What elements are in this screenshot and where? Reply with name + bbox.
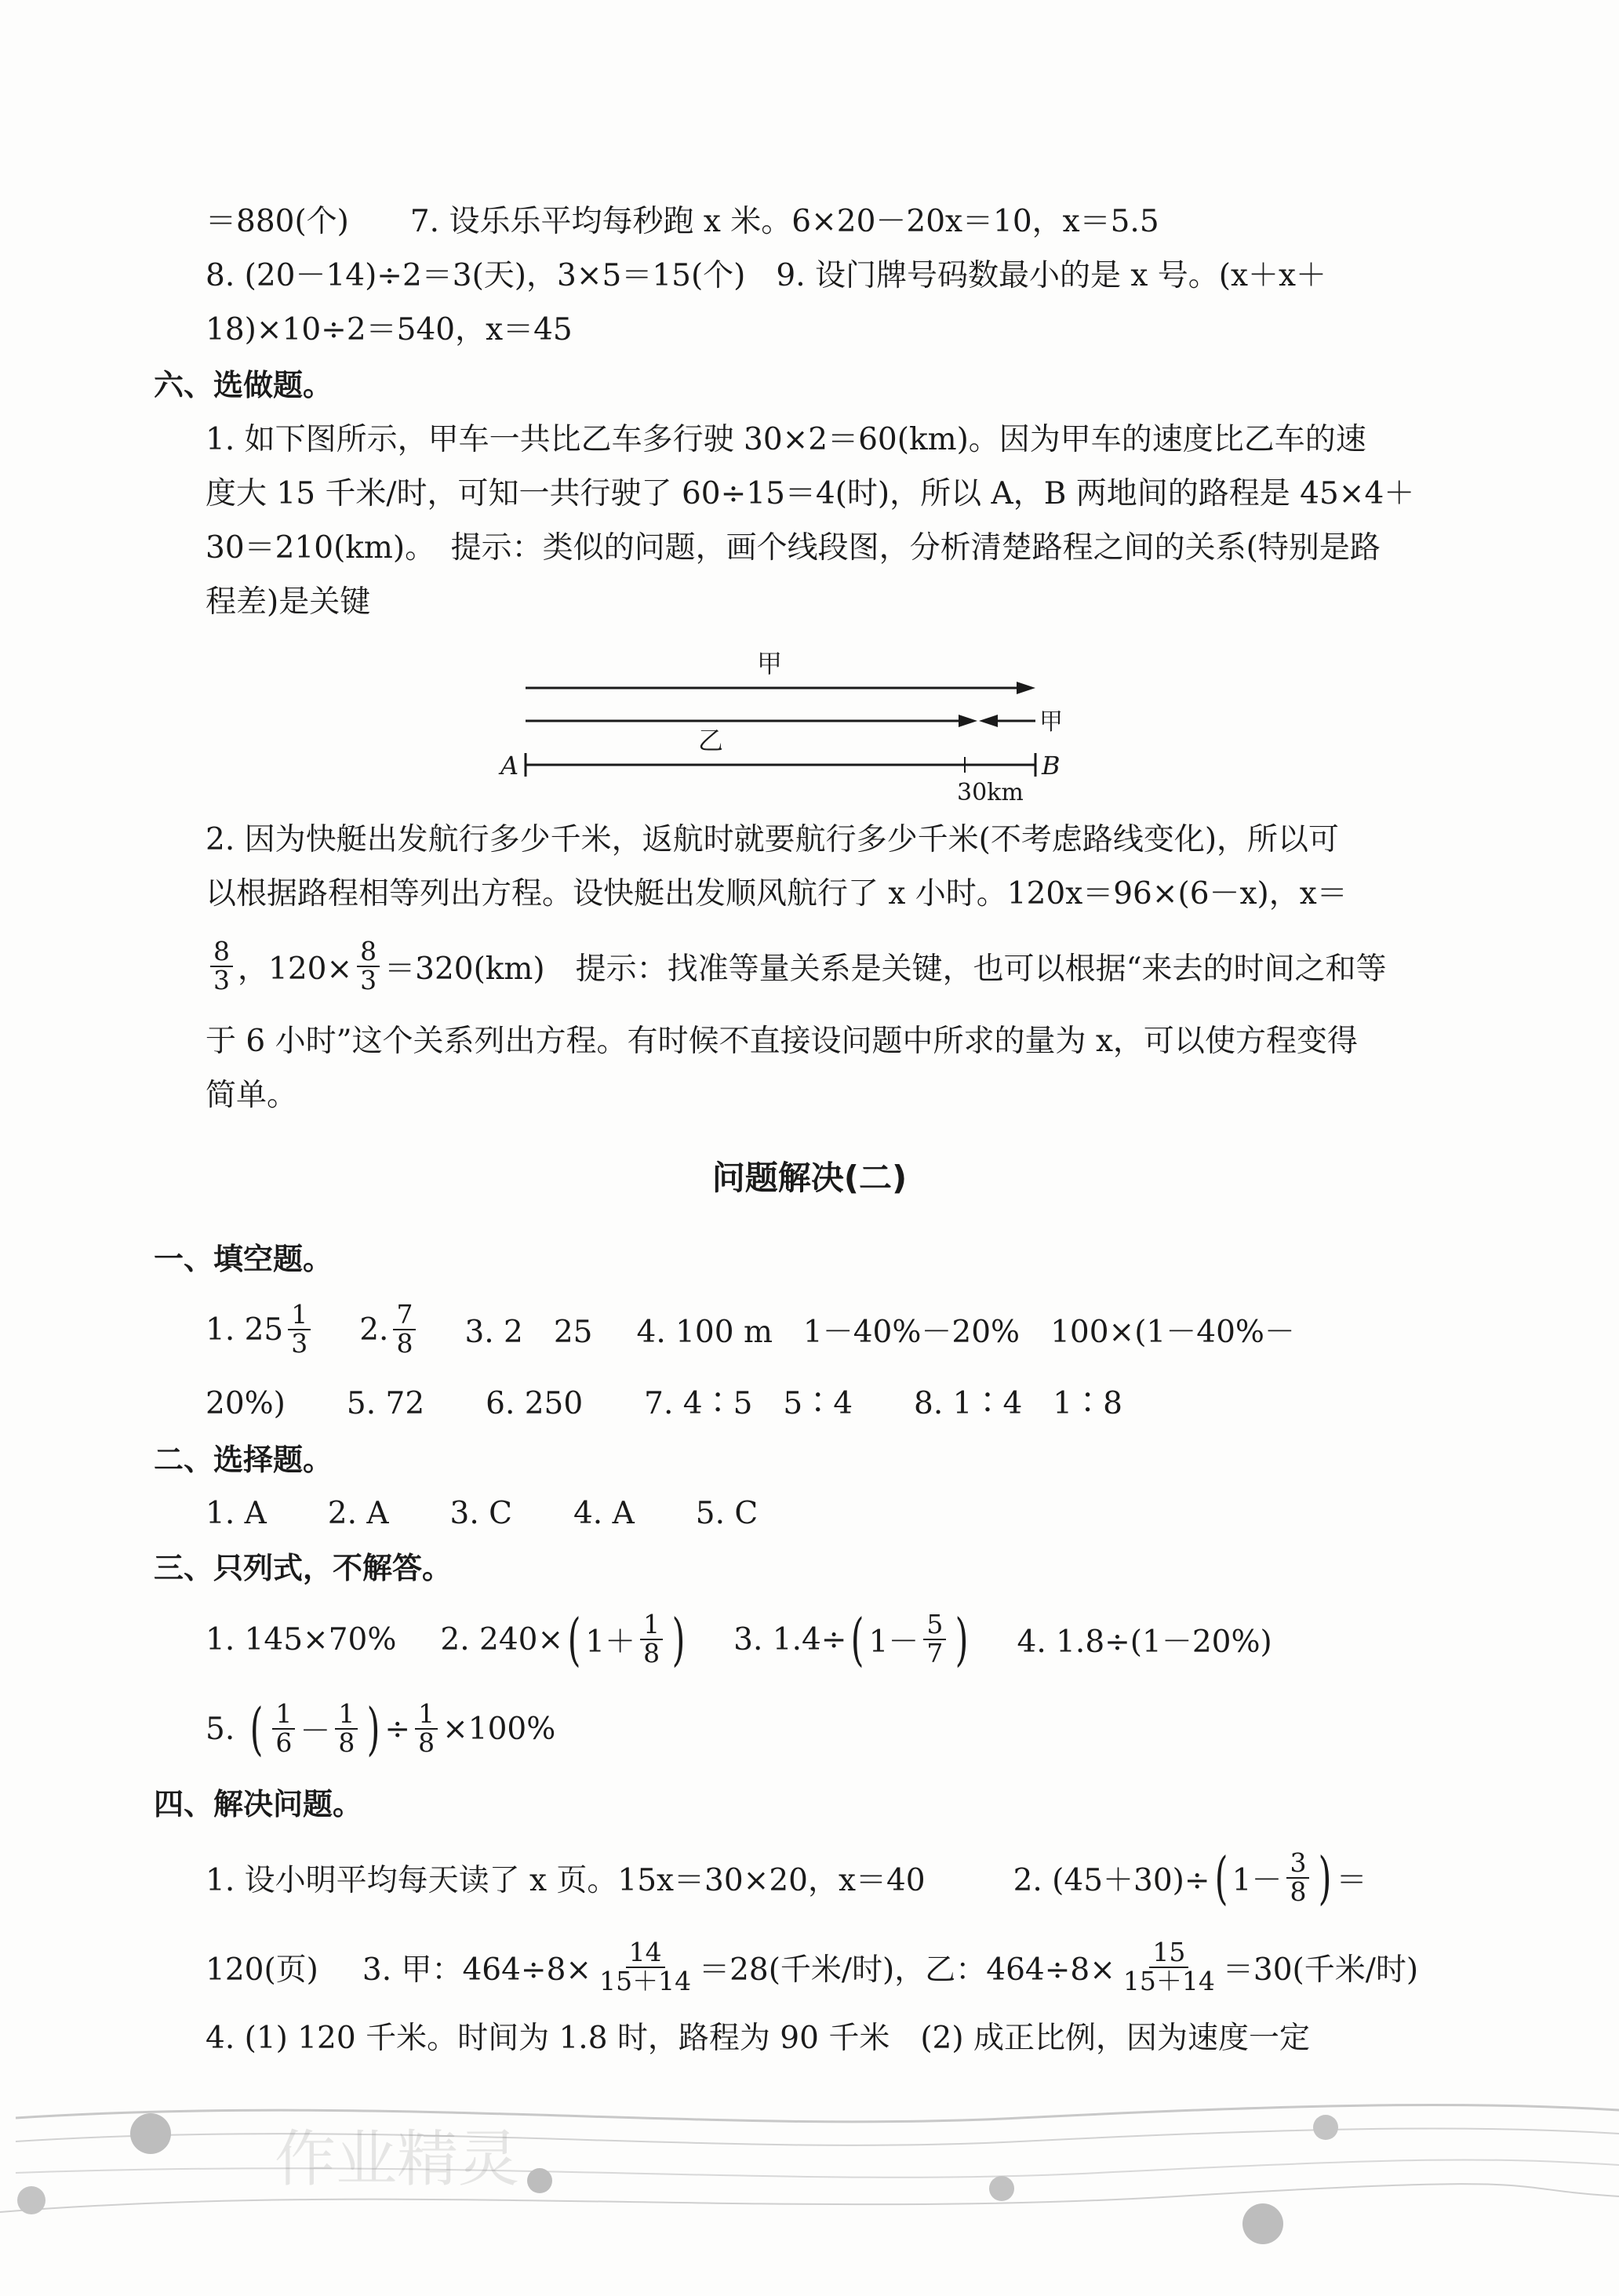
section-title-fill: 一、填空题。 (154, 1242, 333, 1276)
fraction: $\frac{3}{8}$ (1286, 1850, 1309, 1905)
watermark: 作业精灵 (275, 2124, 520, 2195)
section-title-formula: 三、只列式，不解答。 (154, 1551, 453, 1585)
fraction: $\frac{1}{8}$ (640, 1611, 663, 1667)
line-segment-diagram (486, 639, 1082, 820)
fraction: $\frac{1}{8}$ (415, 1701, 438, 1756)
answer-line-fraction: 120(页) 3. 甲：464÷8× $\frac{14}{15+14}$ ＝28(千米/时)，乙：464÷8× $\frac{15}{15+14}$ ＝30(千米/时) (206, 1937, 1419, 1996)
arrowhead (1017, 682, 1035, 694)
fraction: $\frac{1}{6}$ (272, 1701, 295, 1756)
fraction: $\frac{8}{3}$ (210, 938, 233, 994)
answer-line: 度大 15 千米/时，可知一共行驶了 60÷15＝4(时)，所以 A，B 两地间的路程是 45×4＋ (206, 476, 1415, 511)
answer-line: 程差)是关键 (206, 584, 371, 620)
fraction: $\frac{8}{3}$ (357, 938, 380, 994)
answer-line: 于 6 小时”这个关系列出方程。有时候不直接设问题中所求的量为 x，可以使方程变得 (206, 1024, 1358, 1059)
answer-line: 1. A 2. A 3. C 4. A 5. C (206, 1496, 759, 1531)
answer-line: 18)×10÷2＝540，x＝45 (206, 312, 573, 347)
answer-line-fraction: 5. ( $\frac{1}{6}$ － $\frac{1}{8}$ ) ÷ $\frac{1}{8}$ ×100% (206, 1696, 556, 1762)
section-title-optional: 六、选做题。 (154, 368, 333, 402)
label-a: A (500, 751, 519, 780)
section-title-solve: 四、解决问题。 (154, 1787, 363, 1821)
label-yi: 乙 (698, 726, 724, 755)
fraction: $\frac{5}{7}$ (923, 1611, 946, 1667)
label-b: B (1042, 751, 1061, 780)
answer-line: 简单。 (206, 1078, 298, 1113)
answer-line: 8. (20－14)÷2＝3(天)，3×5＝15(个) 9. 设门牌号码数最小的是 x 号。(x＋x＋ (206, 258, 1326, 293)
fraction: $\frac{15}{15+14}$ (1122, 1937, 1215, 1996)
answer-line: 以根据路程相等列出方程。设快艇出发顺风航行了 x 小时。120x＝96×(6－x)，x＝ (206, 876, 1348, 911)
page-title: 问题解决(二) (711, 1159, 908, 1197)
fraction: $\frac{1}{3}$ (288, 1301, 311, 1357)
decorative-footer (0, 2087, 1619, 2296)
label-distance: 30km (957, 779, 1024, 806)
answer-line: ＝880(个) 7. 设乐乐平均每秒跑 x 米。6×20－20x＝10，x＝5.5 (206, 204, 1159, 239)
answer-line-fraction: $\frac{8}{3}$ ，120× $\frac{8}{3}$ ＝320(km) 提示：找准等量关系是关键，也可以根据“来去的时间之和等 (206, 927, 1387, 1006)
arrowhead (979, 715, 998, 727)
section-title-choice: 二、选择题。 (154, 1443, 333, 1477)
answer-line-fraction: 1. 145×70% 2. 240× ( 1＋ $\frac{1}{8}$ ) 3. 1.4÷ ( 1－ $\frac{5}{7}$ ) 4. 1.8÷(1－20%) (206, 1606, 1272, 1672)
answer-line-fraction: 1. 25 $\frac{1}{3}$ 2. $\frac{7}{8}$ 3. 2 25 4. 100 m 1－40%－20% 100×(1－40%－ (206, 1299, 1295, 1359)
answer-line-fraction: 1. 设小明平均每天读了 x 页。15x＝30×20，x＝40 2. (45＋30)÷ ( 1－ $\frac{3}{8}$ ) ＝ (206, 1845, 1367, 1911)
label-jia-right: 甲 (1039, 708, 1063, 736)
label-jia-top: 甲 (757, 649, 783, 679)
fraction: $\frac{14}{15+14}$ (599, 1937, 692, 1996)
fraction: $\frac{1}{8}$ (335, 1701, 358, 1756)
answer-line: 1. 如下图所示，甲车一共比乙车多行驶 30×2＝60(km)。因为甲车的速度比乙车的速 (206, 422, 1366, 457)
answer-line: 4. (1) 120 千米。时间为 1.8 时，路程为 90 千米 (2) 成正比例，因为速度一定 (206, 2021, 1310, 2056)
answer-line: 2. 因为快艇出发航行多少千米，返航时就要航行多少千米(不考虑路线变化)，所以可 (206, 822, 1340, 857)
answer-line: 30＝210(km)。 提示：类似的问题，画个线段图，分析清楚路程之间的关系(特别是路 (206, 530, 1381, 566)
arrowhead (959, 715, 977, 727)
answer-line: 20%) 5. 72 6. 250 7. 4∶5 5∶4 8. 1∶4 1∶8 (206, 1386, 1122, 1421)
fraction: $\frac{7}{8}$ (393, 1301, 416, 1357)
